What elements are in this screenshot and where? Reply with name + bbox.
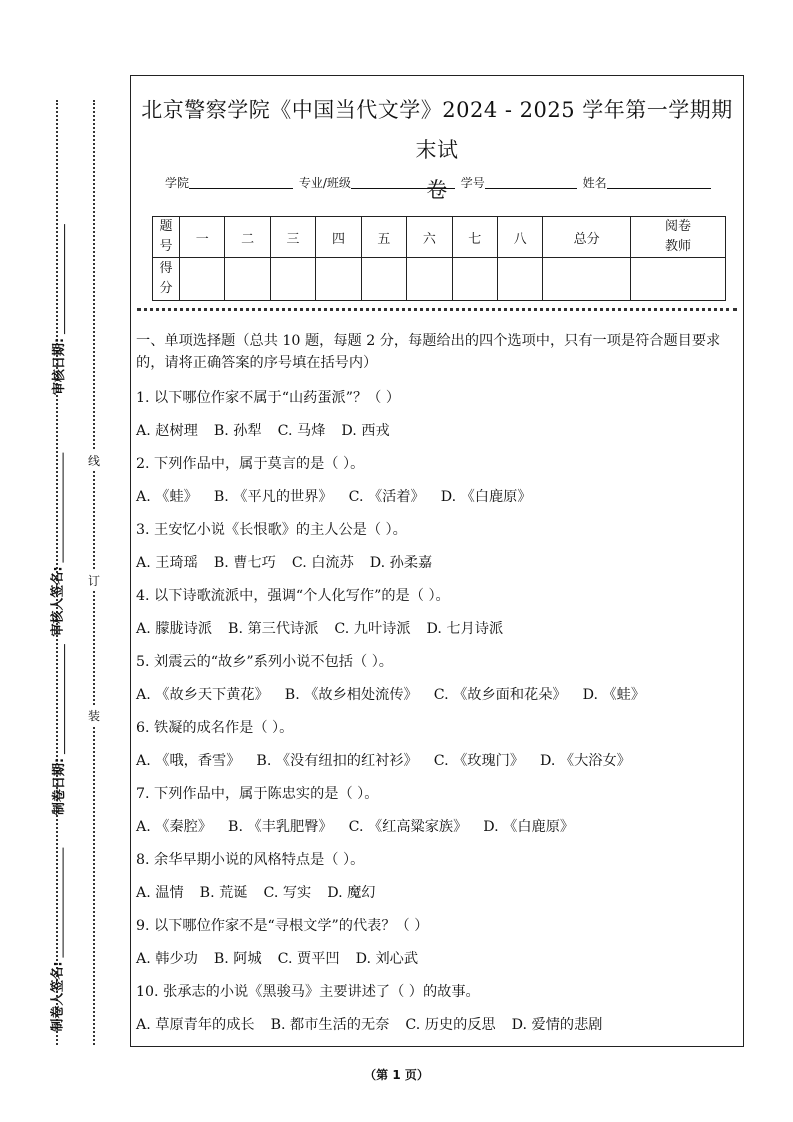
exam-title-line1: 北京警察学院《中国当代文学》2024 - 2025 学年第一学期期末试 bbox=[141, 98, 733, 162]
option: D. 魔幻 bbox=[327, 885, 376, 901]
reviewer-cell[interactable] bbox=[631, 258, 726, 301]
col-4: 四 bbox=[316, 217, 361, 258]
option: B. 都市生活的无奈 bbox=[270, 1017, 390, 1033]
score-cell-2[interactable] bbox=[225, 258, 270, 301]
option: A. 《故乡天下黄花》 bbox=[136, 687, 269, 703]
question-7: 7. 下列作品中，属于陈忠实的是（ ）。 bbox=[136, 786, 379, 802]
examiner-signature-label: 制卷人签名: bbox=[47, 847, 66, 1031]
score-cell-3[interactable] bbox=[270, 258, 315, 301]
examiner-signature-blank[interactable] bbox=[63, 847, 64, 957]
section-separator bbox=[137, 308, 737, 311]
option: B. 阿城 bbox=[213, 951, 262, 967]
option: C. 贾平凹 bbox=[277, 951, 340, 967]
option: C. 写实 bbox=[263, 885, 312, 901]
option: D. 《大浴女》 bbox=[540, 753, 631, 769]
question-8: 8. 余华早期小说的风格特点是（ ）。 bbox=[136, 852, 365, 868]
option: C. 《活着》 bbox=[348, 489, 425, 505]
page-number: （第 1 页） bbox=[364, 1068, 429, 1082]
col-total: 总分 bbox=[543, 217, 631, 258]
school-field[interactable] bbox=[189, 188, 293, 189]
option: C. 历史的反思 bbox=[405, 1017, 496, 1033]
option: B. 《没有纽扣的红衬衫》 bbox=[256, 753, 418, 769]
score-cell-4[interactable] bbox=[316, 258, 361, 301]
option: A. 韩少功 bbox=[136, 951, 198, 967]
option: A. 王琦瑶 bbox=[136, 555, 198, 571]
reviewer-signature-label: 审核人签名: bbox=[47, 452, 66, 636]
question-list bbox=[136, 382, 740, 1042]
option: A. 《哦，香雪》 bbox=[136, 753, 241, 769]
name-label: 姓名 bbox=[582, 176, 607, 190]
name-field[interactable] bbox=[607, 188, 711, 189]
reviewer-header: 阅卷 教师 bbox=[631, 217, 726, 258]
option: A. 温情 bbox=[136, 885, 184, 901]
option: B. 《丰乳肥臀》 bbox=[228, 819, 333, 835]
score-cell-5[interactable] bbox=[361, 258, 406, 301]
option: D. 西戎 bbox=[341, 423, 390, 439]
score-cell-7[interactable] bbox=[452, 258, 497, 301]
review-date-blank[interactable] bbox=[64, 224, 65, 334]
question-4: 4. 以下诗歌流派中，强调“个人化写作”的是（ ）。 bbox=[136, 588, 450, 604]
col-5: 五 bbox=[361, 217, 406, 258]
col-6: 六 bbox=[407, 217, 452, 258]
exam-content bbox=[136, 330, 740, 1042]
option: A. 草原青年的成长 bbox=[136, 1017, 255, 1033]
option: D. 《白鹿原》 bbox=[483, 819, 575, 835]
student-id-label: 学号 bbox=[460, 176, 485, 190]
col-2: 二 bbox=[225, 217, 270, 258]
score-cell-8[interactable] bbox=[497, 258, 542, 301]
reviewer-signature-blank[interactable] bbox=[63, 452, 64, 562]
option: D. 《白鹿原》 bbox=[440, 489, 532, 505]
question-number-header: 题 号 bbox=[153, 217, 180, 258]
question-2: 2. 下列作品中，属于莫言的是（ ）。 bbox=[136, 456, 365, 472]
student-id-field[interactable] bbox=[485, 188, 577, 189]
options-9 bbox=[136, 943, 740, 976]
major-field[interactable] bbox=[351, 188, 455, 189]
option: C. 《红高粱家族》 bbox=[348, 819, 468, 835]
col-3: 三 bbox=[270, 217, 315, 258]
question-6: 6. 铁凝的成名作是（ ）。 bbox=[136, 720, 294, 736]
option: B. 《故乡相处流传》 bbox=[284, 687, 418, 703]
option: C. 《玫瑰门》 bbox=[433, 753, 525, 769]
question-3: 3. 王安忆小说《长恨歌》的主人公是（ ）。 bbox=[136, 522, 407, 538]
exam-date-blank[interactable] bbox=[64, 644, 65, 754]
option: C. 九叶诗派 bbox=[334, 621, 411, 637]
option: A. 赵树理 bbox=[136, 423, 198, 439]
score-cell-total[interactable] bbox=[543, 258, 631, 301]
option: A. 《秦腔》 bbox=[136, 819, 213, 835]
question-5: 5. 刘震云的“故乡”系列小说不包括（ ）。 bbox=[136, 654, 393, 670]
option: C. 白流苏 bbox=[291, 555, 354, 571]
option: B. 荒诞 bbox=[199, 885, 248, 901]
question-9: 9. 以下哪位作家不是“寻根文学”的代表？（ ） bbox=[136, 918, 429, 934]
question-10: 10. 张承志的小说《黑骏马》主要讲述了（ ）的故事。 bbox=[136, 984, 480, 1000]
option: D. 七月诗派 bbox=[426, 621, 504, 637]
score-cell-6[interactable] bbox=[407, 258, 452, 301]
school-label: 学院 bbox=[165, 176, 190, 190]
option: D. 爱情的悲剧 bbox=[511, 1017, 603, 1033]
option: D. 孙柔嘉 bbox=[369, 555, 433, 571]
option: D. 刘心武 bbox=[355, 951, 419, 967]
col-1: 一 bbox=[180, 217, 225, 258]
options-7 bbox=[136, 811, 740, 844]
option: D. 《蛙》 bbox=[582, 687, 646, 703]
score-cell-1[interactable] bbox=[180, 258, 225, 301]
options-8 bbox=[136, 877, 740, 910]
option: B. 第三代诗派 bbox=[228, 621, 319, 637]
exam-title-line2: 卷 bbox=[426, 178, 448, 202]
options-2 bbox=[136, 481, 740, 514]
exam-date-label: 制卷日期: bbox=[48, 644, 67, 815]
binding-margin bbox=[0, 0, 130, 1122]
options-10 bbox=[136, 1009, 740, 1042]
option: A. 朦胧诗派 bbox=[136, 621, 213, 637]
score-header: 得 分 bbox=[153, 258, 180, 301]
review-date-label: 审核日期: bbox=[48, 224, 67, 395]
question-1: 1. 以下哪位作家不属于“山药蛋派”？（ ） bbox=[136, 390, 401, 406]
options-4 bbox=[136, 613, 740, 646]
score-table-score-row bbox=[153, 258, 726, 301]
col-8: 八 bbox=[497, 217, 542, 258]
options-1 bbox=[136, 415, 740, 448]
major-label: 专业/班级 bbox=[298, 176, 351, 190]
option: B. 曹七巧 bbox=[213, 555, 276, 571]
binding-char-bind: 装 bbox=[88, 705, 100, 726]
score-table-header-row bbox=[153, 217, 726, 258]
options-5 bbox=[136, 679, 740, 712]
score-table bbox=[152, 216, 726, 301]
binding-char-staple: 订 bbox=[88, 570, 100, 591]
option: B. 孙犁 bbox=[213, 423, 262, 439]
student-info-row bbox=[165, 174, 713, 191]
option: B. 《平凡的世界》 bbox=[213, 489, 333, 505]
exam-paper-frame bbox=[130, 75, 744, 1047]
option: C. 《故乡面和花朵》 bbox=[433, 687, 567, 703]
binding-char-line: 线 bbox=[88, 450, 100, 471]
exam-title bbox=[131, 90, 743, 210]
section-heading: 一、单项选择题（总共 10 题，每题 2 分，每题给出的四个选项中，只有一项是符合题目要求的，请将正确答案的序号填在括号内） bbox=[136, 333, 721, 371]
option: C. 马烽 bbox=[277, 423, 326, 439]
options-3 bbox=[136, 547, 740, 580]
options-6 bbox=[136, 745, 740, 778]
option: A. 《蛙》 bbox=[136, 489, 198, 505]
col-7: 七 bbox=[452, 217, 497, 258]
